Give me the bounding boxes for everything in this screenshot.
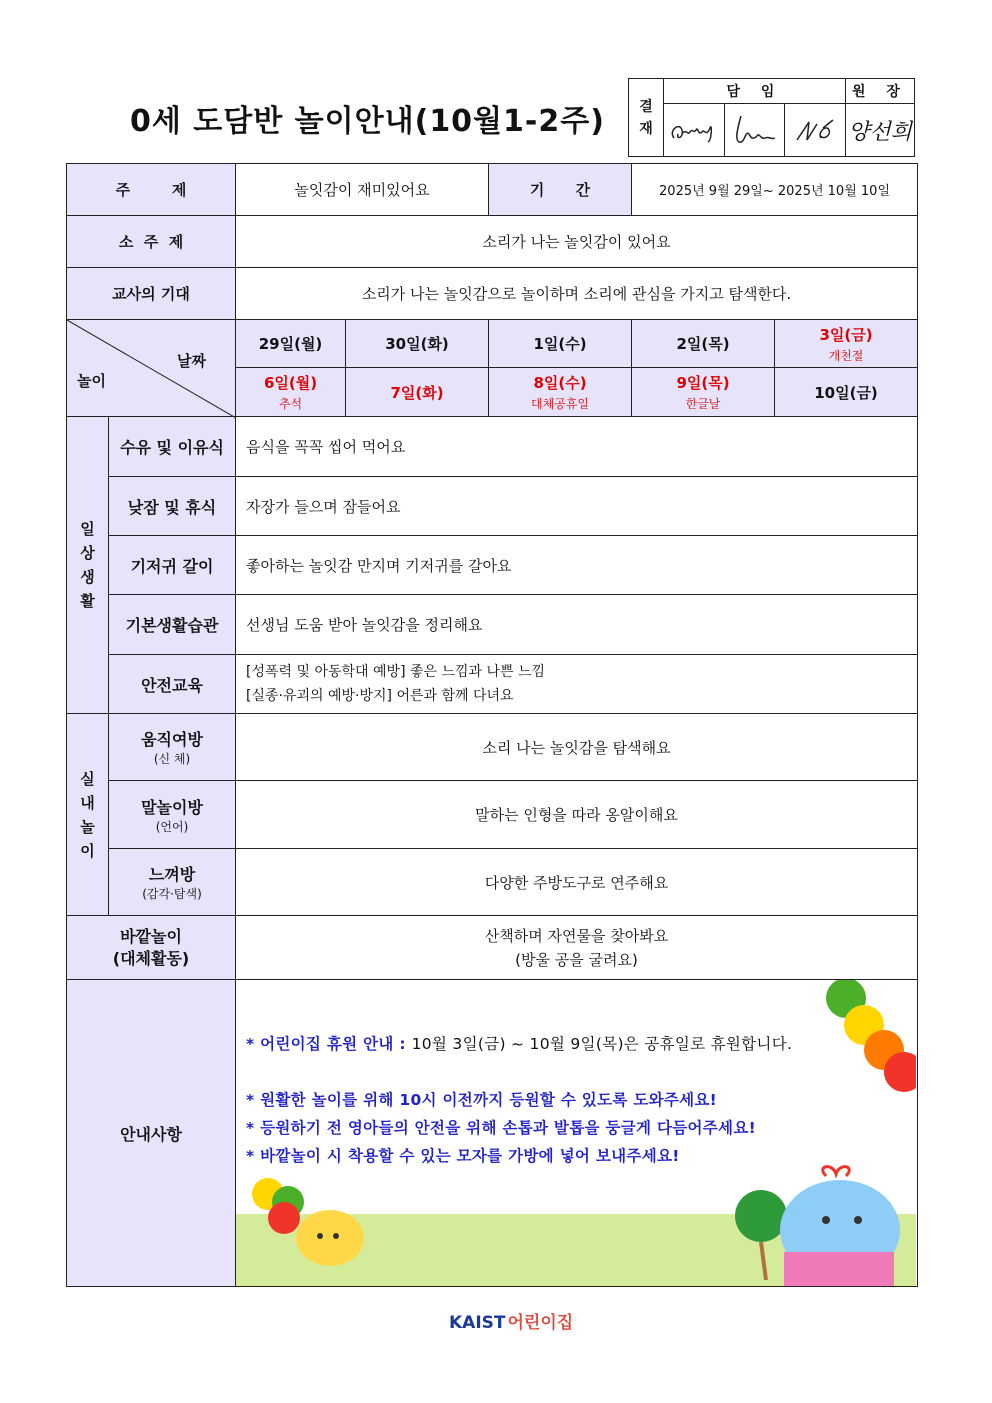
daily-value: 선생님 도움 받아 놀잇감을 정리해요 (236, 595, 918, 655)
notice-line: * 바깥놀이 시 착용할 수 있는 모자를 가방에 넣어 보내주세요! (246, 1147, 680, 1165)
theme-label: 주 제 (67, 164, 236, 216)
director-signature: 양선희 (846, 104, 915, 157)
indoor-value: 말하는 인형을 따라 옹알이해요 (236, 781, 918, 849)
expectation-value: 소리가 나는 놀잇감으로 놀이하며 소리에 관심을 가지고 탐색한다. (236, 268, 918, 320)
notice-line: * 원활한 놀이를 위해 10시 이전까지 등원할 수 있도록 도와주세요! (246, 1091, 718, 1109)
date-cell: 29일(월) (236, 320, 346, 368)
indoor-value: 소리 나는 놀잇감을 탐색해요 (236, 714, 918, 781)
notice-line: * 등원하기 전 영아들의 안전을 위해 손톱과 발톱을 둥글게 다듬어주세요! (246, 1119, 756, 1137)
date-cell-holiday: 9일(목) 한글날 (632, 368, 775, 417)
holiday-note: 추석 (278, 397, 303, 411)
holiday-note: 한글날 (685, 397, 721, 411)
subtheme-value: 소리가 나는 놀잇감이 있어요 (236, 216, 918, 268)
safety-value (236, 655, 918, 714)
signature-1 (664, 104, 725, 157)
notice-label: 안내사항 (67, 980, 236, 1287)
date-cell: 1일(수) (489, 320, 632, 368)
date-cell-holiday: 7일(화) (346, 368, 489, 417)
outdoor-value: 산책하며 자연물을 찾아봐요 (방울 공을 굴려요) (236, 916, 918, 980)
footer-logo (449, 1308, 573, 1333)
indoor-play-group: 실 내 놀 이 (67, 714, 109, 916)
date-label: 날짜 (177, 352, 206, 370)
daily-value: 음식을 꼭꼭 씹어 먹어요 (236, 417, 918, 477)
date-cell: 2일(목) (632, 320, 775, 368)
safety-line: [실종·유괴의 예방·방지] 어른과 함께 다녀요 (246, 688, 514, 704)
expectation-label: 교사의 기대 (67, 268, 236, 320)
period-label: 기 간 (489, 164, 632, 216)
outdoor-label: 바깥놀이 (대체활동) (67, 916, 236, 980)
safety-line: [성폭력 및 아동학대 예방] 좋은 느낌과 나쁜 느낌 (246, 664, 546, 680)
date-cell-holiday: 3일(금) 개천절 (775, 320, 918, 368)
date-play-header (67, 320, 236, 417)
signature-2 (724, 104, 785, 157)
daily-value: 좋아하는 놀잇감 만지며 기저귀를 갈아요 (236, 536, 918, 595)
approval-label-bottom: 재 (639, 120, 653, 137)
holiday-note: 대체공휴일 (531, 397, 589, 411)
daily-label: 낮잠 및 휴식 (109, 477, 236, 536)
approval-label (629, 79, 664, 157)
daily-value: 자장가 들으며 잠들어요 (236, 477, 918, 536)
daily-label: 기본생활습관 (109, 595, 236, 655)
date-cell-holiday: 8일(수) 대체공휴일 (489, 368, 632, 417)
indoor-label: 말놀이방 (언어) (109, 781, 236, 849)
signature-2-icon (727, 110, 783, 150)
signature-1-icon (666, 110, 722, 150)
notice-panel (236, 980, 918, 1287)
daily-life-group: 일 상 생 활 (67, 417, 109, 714)
date-cell: 10일(금) (775, 368, 918, 417)
indoor-value: 다양한 주방도구로 연주해요 (236, 849, 918, 916)
footer-name: 어린이집 (507, 1313, 574, 1333)
subtheme-label: 소 주 제 (67, 216, 236, 268)
approval-label-top: 결 (639, 98, 653, 115)
holiday-note: 개천절 (828, 348, 864, 363)
play-label: 놀이 (77, 372, 106, 390)
date-cell-holiday: 6일(월) 추석 (236, 368, 346, 417)
date-cell: 30일(화) (346, 320, 489, 368)
indoor-label: 움직여방 (신 체) (109, 714, 236, 781)
daily-label: 수유 및 이유식 (109, 417, 236, 477)
theme-value: 놀잇감이 재미있어요 (236, 164, 489, 216)
signature-3-icon (787, 110, 843, 150)
footer-brand: KAIST (449, 1313, 506, 1333)
plan-table (66, 163, 918, 1287)
page-title: 0세 도담반 놀이안내(10월1-2주) (130, 104, 605, 139)
signature-3 (785, 104, 846, 157)
director-header: 원 장 (846, 79, 915, 104)
closure-notice: * 어린이집 휴원 안내 : 10월 3일(금) ~ 10월 9일(목)은 공휴일로 휴원합니다. (246, 1035, 793, 1053)
homeroom-header: 담 임 (664, 79, 846, 104)
approval-box (628, 78, 915, 157)
indoor-label: 느껴방 (감각·탐색) (109, 849, 236, 916)
period-value: 2025년 9월 29일~ 2025년 10월 10일 (632, 164, 918, 216)
safety-label: 안전교육 (109, 655, 236, 714)
diagonal-line-icon (67, 320, 236, 418)
daily-label: 기저귀 갈이 (109, 536, 236, 595)
